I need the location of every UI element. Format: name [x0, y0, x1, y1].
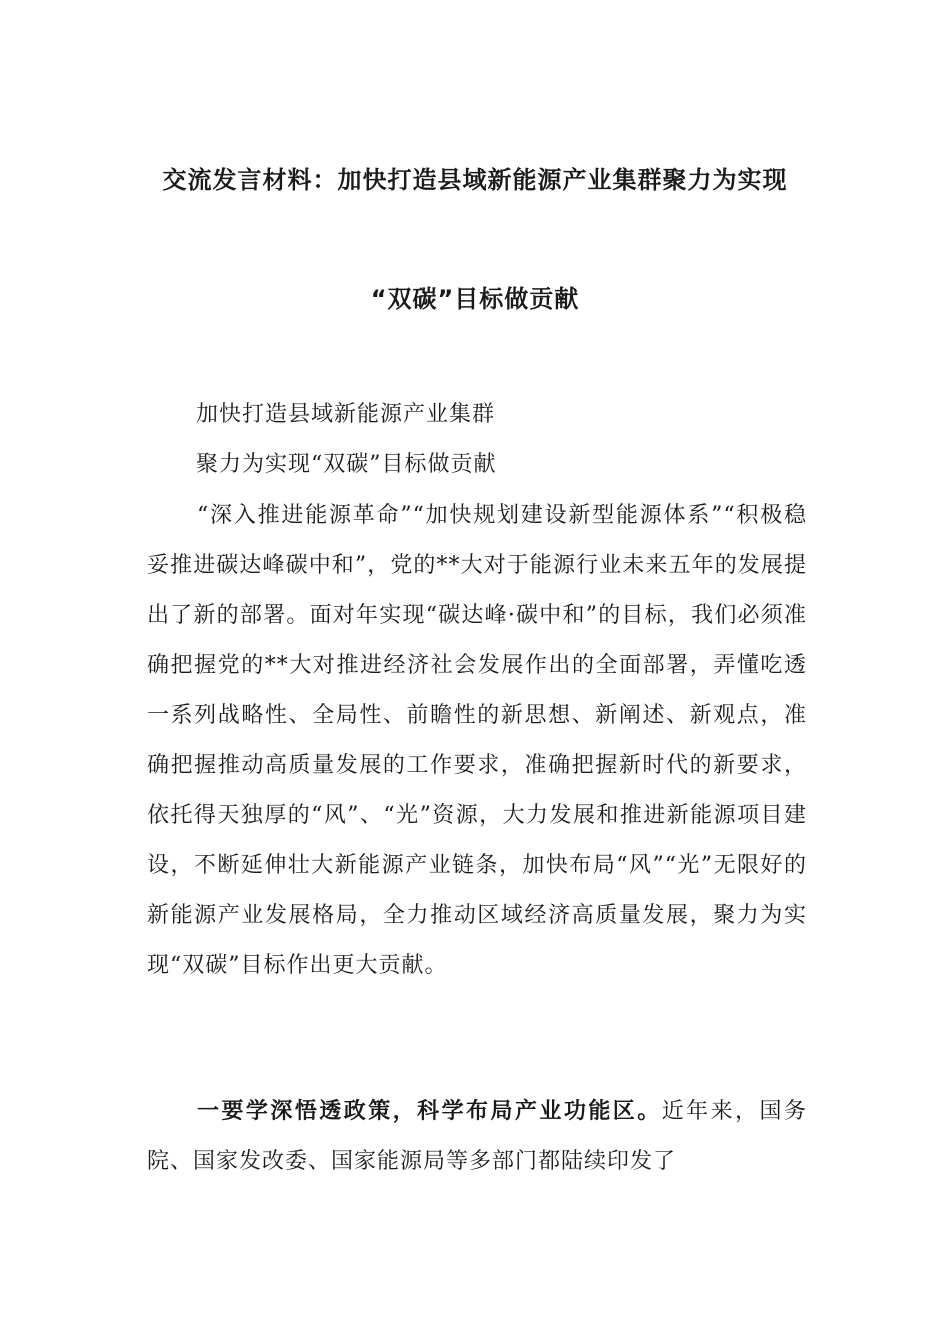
document-title-line-1: 交流发言材料：加快打造县域新能源产业集群聚力为实现	[162, 166, 788, 194]
paragraph-section-one	[147, 1087, 807, 1187]
paragraph-section-one-lead: 一要学深悟透政策，科学布局产业功能区。	[197, 1099, 662, 1124]
document-title-line-2: “双碳”目标做贡献	[370, 285, 580, 313]
subtitle-line-2: 聚力为实现“双碳”目标做贡献	[196, 452, 497, 477]
subtitle-line-1: 加快打造县域新能源产业集群	[196, 402, 496, 427]
paragraph-intro: “深入推进能源革命”“加快规划建设新型能源体系”“积极稳妥推进碳达峰碳中和”，党的**大对于能源行业未来五年的发展提出了新的部署。面对年实现“碳达峰·碳中和”的目标，我们必须准确把握党的**大对推进经济社会发展作出的全面部署，弄懂吃透一系列战略性、全局性、前瞻性的新思想、新阐述、新观点，准确把握推动高质量发展的工作要求，准确把握新时代的新要求，依托得天独厚的“风”、“光”资源，大力发展和推进新能源项目建设，不断延伸壮大新能源产业链条，加快布局“风”“光”无限好的新能源产业发展格局，全力推动区域经济高质量发展，聚力为实现“双碳”目标作出更大贡献。	[147, 503, 807, 978]
paragraph-section-one-text: 近年来，国务院、国家发改委、国家能源局等多部门都陆续印发了	[147, 1099, 807, 1174]
